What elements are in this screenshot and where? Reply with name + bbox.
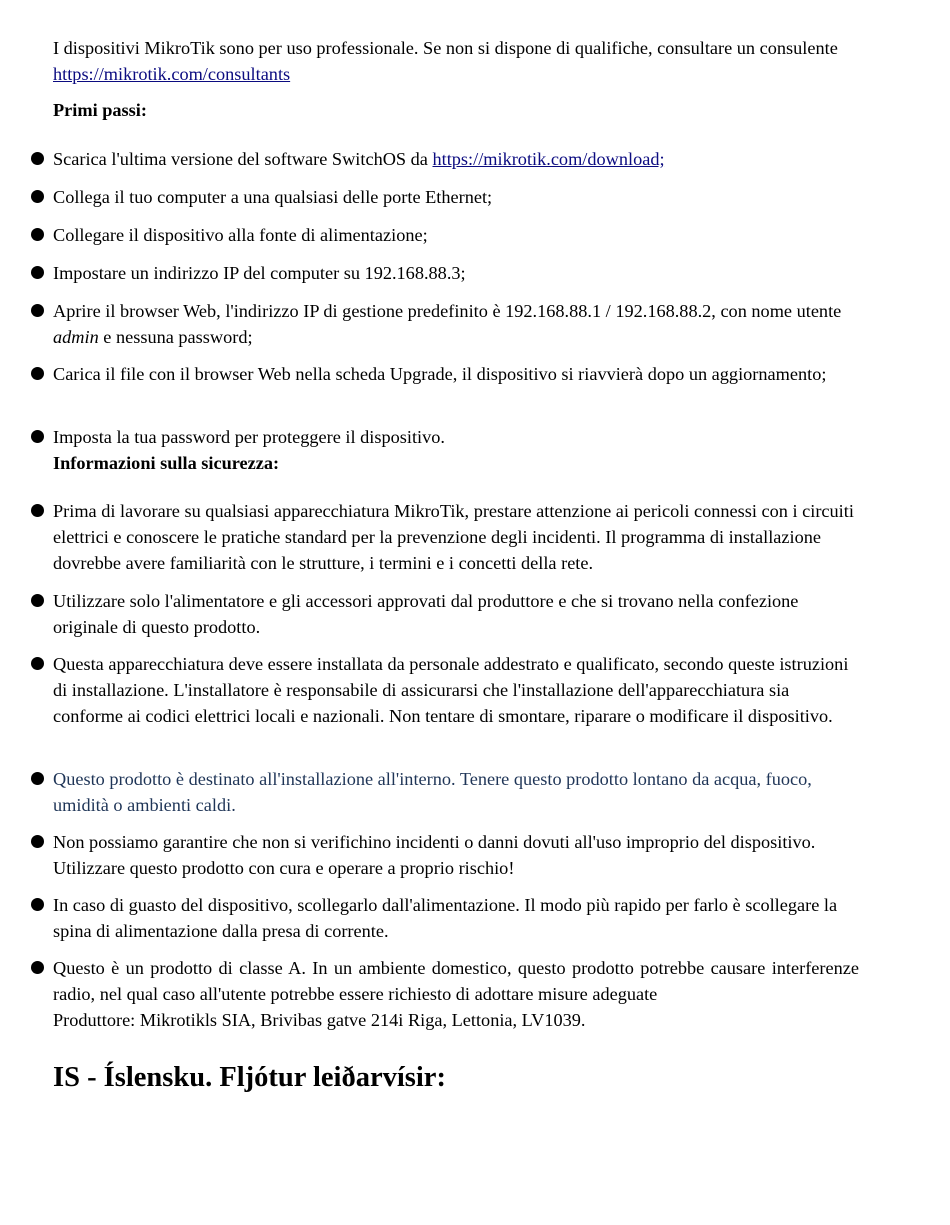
bullet-icon: [31, 835, 44, 848]
bullet-icon: [31, 430, 44, 443]
bullet-icon: [31, 367, 44, 380]
intro-paragraph: [53, 35, 859, 87]
bullet-icon: [31, 304, 44, 317]
safety-heading: Informazioni sulla sicurezza:: [53, 453, 280, 473]
bullet-icon: [31, 266, 44, 279]
bullet-icon: [31, 772, 44, 785]
manufacturer-line: Produttore: Mikrotikls SIA, Brivibas gatve 214i Riga, Lettonia, LV1039.: [53, 1010, 586, 1030]
safety-item-class-a: Questo è un prodotto di classe A. In un ambiente domestico, questo prodotto potrebbe causare interferenze radio, nel qual caso all'utente potrebbe essere richiesto di adottare misure adeguate: [53, 958, 859, 1004]
list-item-text: Scarica l'ultima versione del software SwitchOS da: [53, 149, 433, 169]
safety-item-indoor: Questo prodotto è destinato all'installazione all'interno. Tenere questo prodotto lontano da acqua, fuoco, umidità o ambienti caldi.: [53, 769, 812, 815]
bullet-icon: [31, 190, 44, 203]
first-steps-heading: Primi passi:: [53, 100, 147, 120]
bullet-icon: [31, 657, 44, 670]
safety-item-hazards: Prima di lavorare su qualsiasi apparecchiatura MikroTik, prestare attenzione ai pericoli connessi con i circuiti elettrici e conoscere le pratiche standard per la prevenzione degli incidenti. Il programma di installazione dovrebbe avere familiarità con le strutture, i termini e i concetti della rete.: [53, 501, 854, 573]
bullet-icon: [31, 228, 44, 241]
bullet-icon: [31, 504, 44, 517]
download-link[interactable]: https://mikrotik.com/download;: [432, 149, 665, 169]
list-item-upgrade: Carica il file con il browser Web nella scheda Upgrade, il dispositivo si riavvierà dopo un aggiornamento;: [53, 364, 827, 384]
safety-item-warranty: Non possiamo garantire che non si verifichino incidenti o danni dovuti all'uso improprio del dispositivo. Utilizzare questo prodotto con cura e operare a proprio rischio!: [53, 832, 816, 878]
section-title-icelandic: IS - Íslensku. Fljótur leiðarvísir:: [53, 1062, 446, 1093]
bullet-icon: [31, 961, 44, 974]
list-item-ip-address: Impostare un indirizzo IP del computer su 192.168.88.3;: [53, 263, 466, 283]
list-item-text: e nessuna password;: [98, 327, 253, 347]
bullet-icon: [31, 152, 44, 165]
list-item-power: Collegare il dispositivo alla fonte di alimentazione;: [53, 225, 428, 245]
safety-item-failure: In caso di guasto del dispositivo, scollegarlo dall'alimentazione. Il modo più rapido per farlo è scollegare la spina di alimentazione dalla presa di corrente.: [53, 895, 838, 941]
username-emphasis: admin: [53, 327, 99, 347]
list-item-text: Aprire il browser Web, l'indirizzo IP di gestione predefinito è 192.168.88.1 / 192.168.88.2, con nome utente: [53, 301, 842, 321]
list-item-download: [53, 146, 859, 172]
intro-text: I dispositivi MikroTik sono per uso professionale. Se non si dispone di qualifiche, consultare un consulente: [53, 38, 838, 58]
bullet-icon: [31, 594, 44, 607]
list-item-password: Imposta la tua password per proteggere il dispositivo.: [53, 427, 445, 447]
safety-item-installation: Questa apparecchiatura deve essere installata da personale addestrato e qualificato, secondo queste istruzioni di installazione. L'installatore è responsabile di assicurarsi che l'installazione dell'apparecchiatura sia conforme ai codici elettrici locali e nazionali. Non tentare di smontare, riparare o modificare il dispositivo.: [53, 654, 849, 726]
safety-item-power-supply: Utilizzare solo l'alimentatore e gli accessori approvati dal produttore e che si trovano nella confezione originale di questo prodotto.: [53, 591, 799, 637]
consultants-link[interactable]: https://mikrotik.com/consultants: [53, 64, 291, 84]
bullet-icon: [31, 898, 44, 911]
list-item-connect-computer: Collega il tuo computer a una qualsiasi delle porte Ethernet;: [53, 187, 493, 207]
list-item-open-browser: [53, 298, 859, 350]
